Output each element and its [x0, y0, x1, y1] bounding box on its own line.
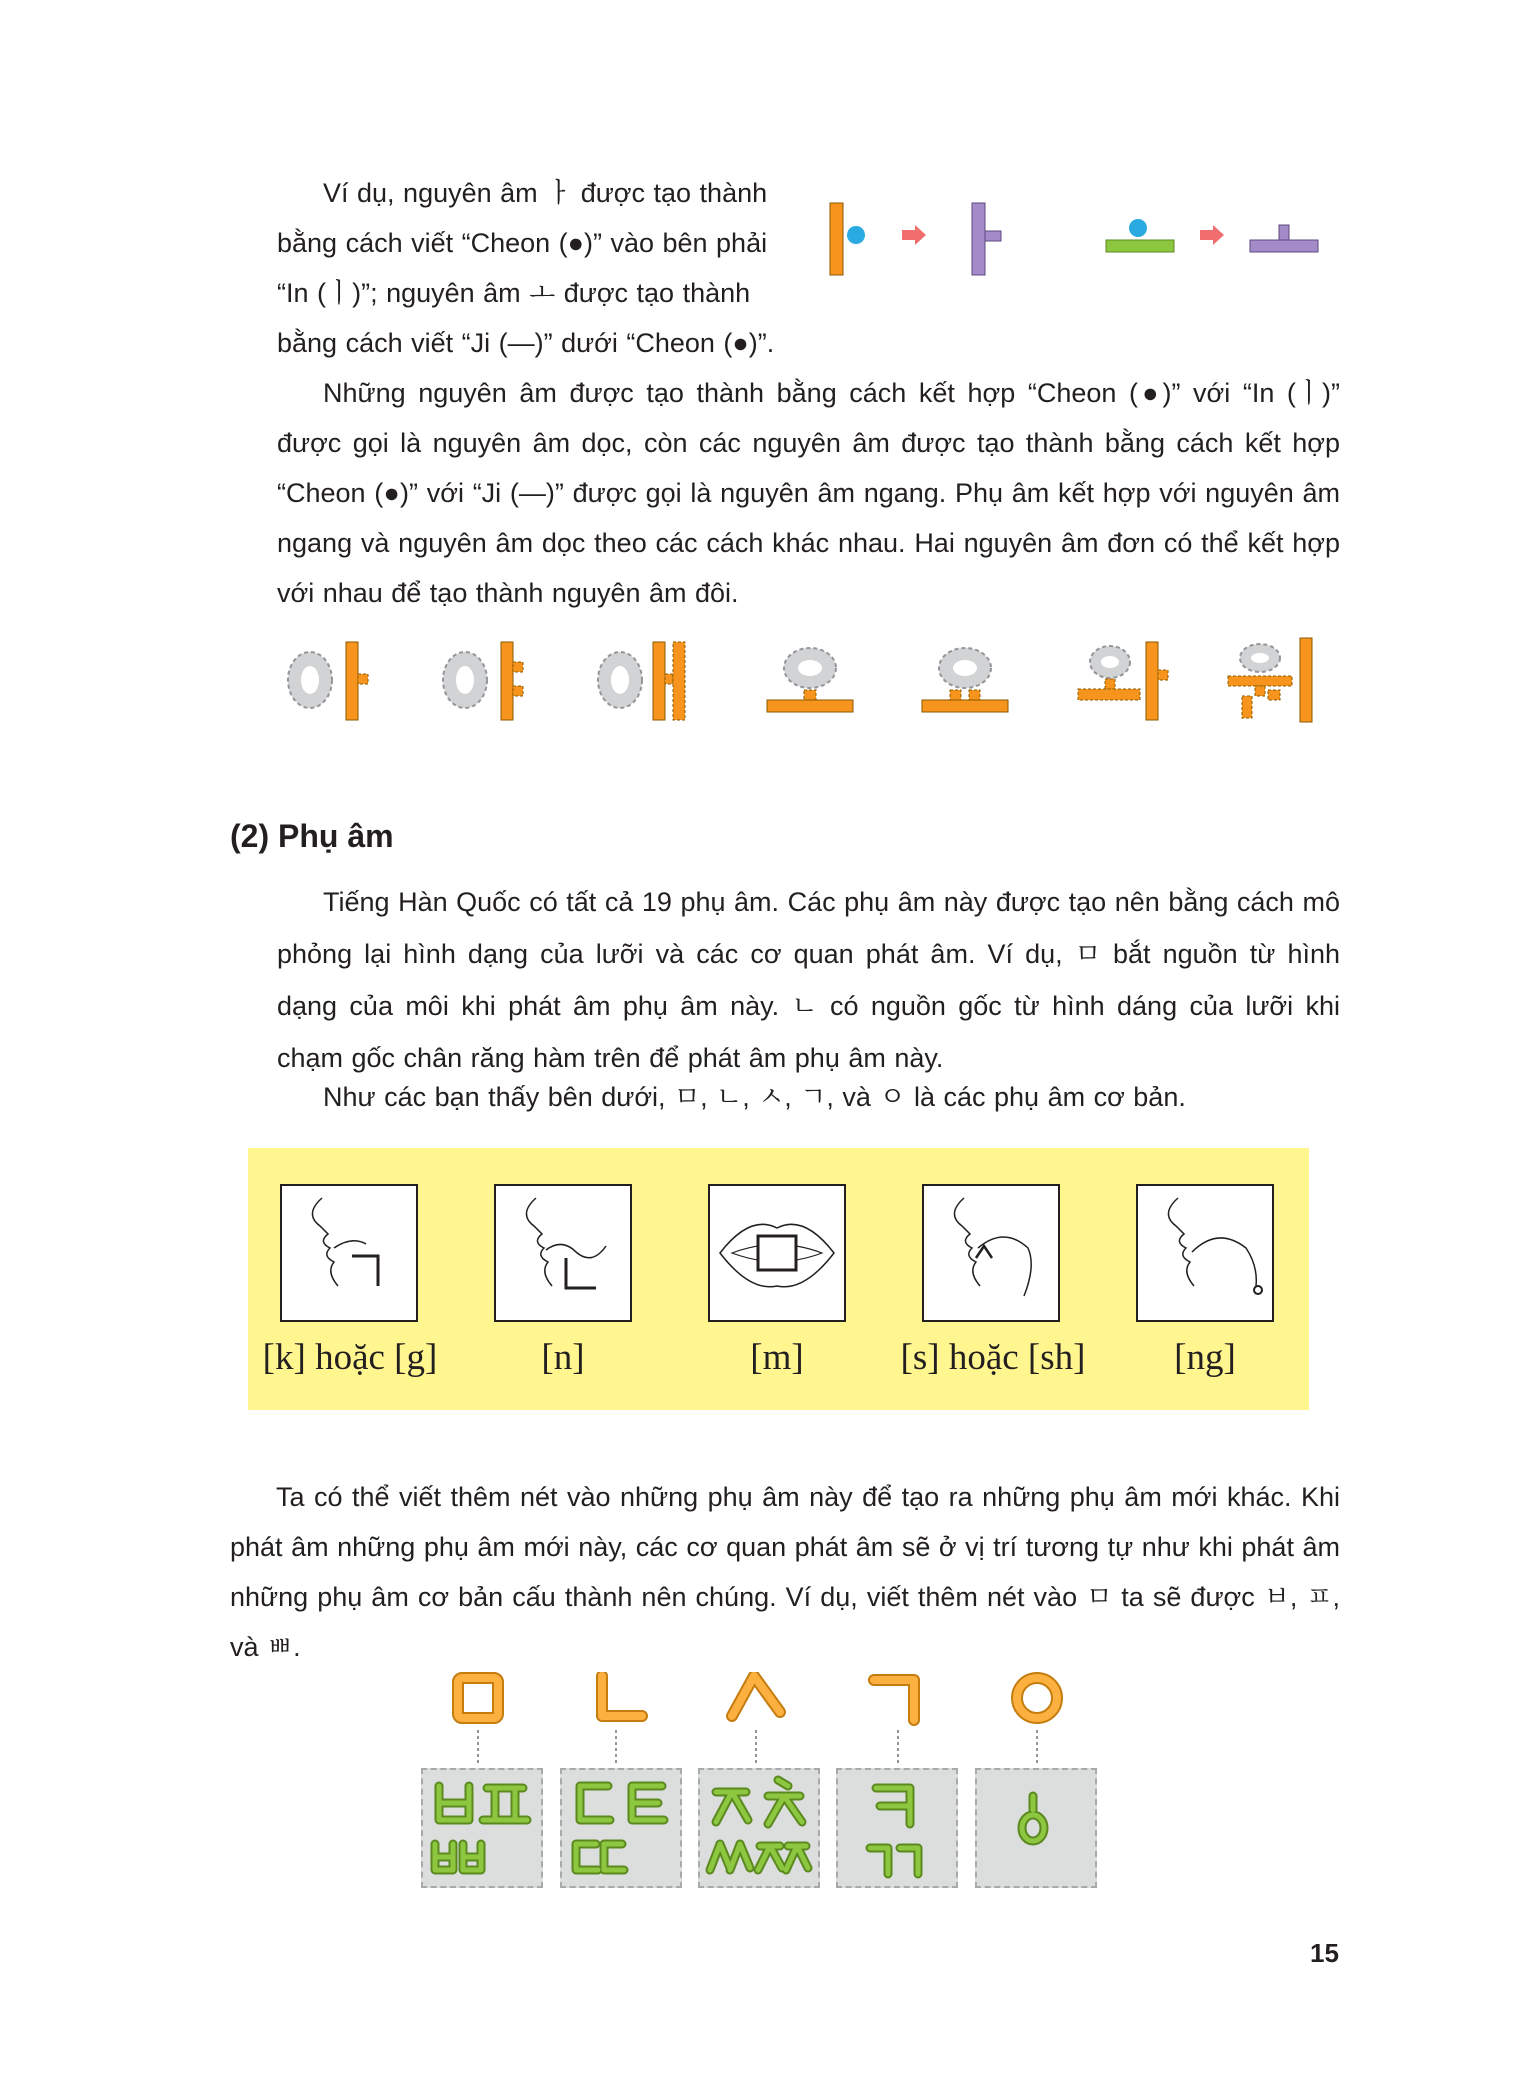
arrow-right-icon — [902, 225, 926, 245]
basic-consonants-paragraph: Như các bạn thấy bên dưới, ㅁ, ㄴ, ㅅ, ㄱ, và ㅇ là các phụ âm cơ bản. — [323, 1082, 1186, 1112]
articulation-box-siot — [922, 1184, 1060, 1322]
lips-icon — [710, 1186, 844, 1320]
pronunciation-label: [s] hoặc [sh] — [900, 1337, 1086, 1378]
arrow-right-icon — [1200, 225, 1224, 245]
pronunciation-label: [n] — [541, 1337, 585, 1378]
tongue-profile-icon — [496, 1186, 630, 1320]
derived-box-ieung — [975, 1768, 1097, 1888]
section-heading: (2) Phụ âm — [230, 818, 394, 854]
derived-glyphs-icon — [977, 1770, 1095, 1886]
syllable-a-icon — [288, 642, 368, 720]
syllable-o-icon — [767, 648, 853, 712]
syllable-composition-row — [270, 630, 1350, 730]
ji-stroke-icon — [1106, 240, 1174, 252]
syllable-ae-icon — [598, 642, 685, 720]
consonant-origin-paragraph: Tiếng Hàn Quốc có tất cả 19 phụ âm. Các phụ âm này được tạo nên bằng cách mô phỏng lại hình dạng của lưỡi và các cơ quan phát âm. Ví dụ, ㅁ bắt nguồn từ hình dạng của môi khi phát âm phụ âm này. ㄴ có nguồn gốc từ hình dáng của lưỡi khi chạm gốc chân răng hàm trên để phát âm phụ âm này. — [277, 887, 1340, 1073]
text-line: bằng cách viết “Cheon (●)” vào bên phải — [277, 228, 768, 258]
derived-glyphs-icon — [700, 1770, 818, 1886]
derived-glyphs-icon — [423, 1770, 541, 1886]
cheon-dot-icon — [1129, 219, 1147, 237]
derived-consonants-paragraph: Ta có thể viết thêm nét vào những phụ âm này để tạo ra những phụ âm mới khác. Khi phát âm những phụ âm mới này, các cơ quan phát âm sẽ ở vị trí tương tự như khi phát âm những phụ âm cơ bản cấu thành nên chúng. Ví dụ, viết thêm nét vào ㅁ ta sẽ được ㅂ, ㅍ, và ㅃ. — [230, 1482, 1340, 1662]
page-number: 15 — [1310, 1938, 1339, 1968]
vowel-a-purple-icon — [972, 203, 1001, 275]
derived-box-siot — [698, 1768, 820, 1888]
text-line: Ví dụ, nguyên âm ㅏ được tạo thành — [323, 178, 768, 208]
mieum-glyph-icon — [458, 1678, 498, 1764]
tongue-profile-icon — [282, 1186, 416, 1320]
text-line: “In (ㅣ)”; nguyên âm ㅗ được tạo thành — [277, 278, 751, 308]
syllable-ya-icon — [443, 642, 523, 720]
text-line: bằng cách viết “Ji (—)” dưới “Cheon (●)”. — [277, 328, 775, 358]
pronunciation-label: [k] hoặc [g] — [262, 1337, 438, 1378]
derived-box-giyeok — [836, 1768, 958, 1888]
articulation-box-giyeok — [280, 1184, 418, 1322]
tongue-profile-icon — [924, 1186, 1058, 1320]
nieun-glyph-icon — [602, 1676, 642, 1764]
articulation-box-nieun — [494, 1184, 632, 1322]
derived-box-mieum — [421, 1768, 543, 1888]
cheon-dot-icon — [847, 226, 865, 244]
syllable-wo-icon — [1228, 638, 1312, 722]
vowel-o-purple-icon — [1250, 225, 1318, 252]
siot-glyph-icon — [732, 1676, 780, 1764]
vowel-types-paragraph: Những nguyên âm được tạo thành bằng cách kết hợp “Cheon (●)” với “In (ㅣ)” được gọi là nguyên âm dọc, còn các nguyên âm được tạo thành bằng cách kết hợp “Cheon (●)” với “Ji (—)” được gọi là nguyên âm ngang. Phụ âm kết hợp với nguyên âm ngang và nguyên âm dọc theo các cách khác nhau. Hai nguyên âm đơn có thể kết hợp với nhau để tạo thành nguyên âm đôi. — [277, 378, 1340, 608]
ieung-glyph-icon — [1017, 1678, 1057, 1764]
syllable-wa-icon — [1078, 642, 1168, 720]
syllable-yo-icon — [922, 648, 1008, 712]
derived-glyphs-icon — [562, 1770, 680, 1886]
derived-glyphs-icon — [838, 1770, 956, 1886]
vowel-construction-diagram — [820, 195, 1340, 285]
in-stroke-icon — [830, 203, 843, 275]
articulation-box-mieum — [708, 1184, 846, 1322]
tongue-profile-icon — [1138, 1186, 1272, 1320]
giyeok-glyph-icon — [874, 1680, 914, 1764]
base-consonant-glyphs — [420, 1672, 1120, 1772]
articulation-box-ieung — [1136, 1184, 1274, 1322]
pronunciation-label: [ng] — [1174, 1337, 1236, 1378]
articulation-figure — [248, 1148, 1309, 1410]
derived-box-nieun — [560, 1768, 682, 1888]
pronunciation-label: [m] — [750, 1337, 804, 1378]
